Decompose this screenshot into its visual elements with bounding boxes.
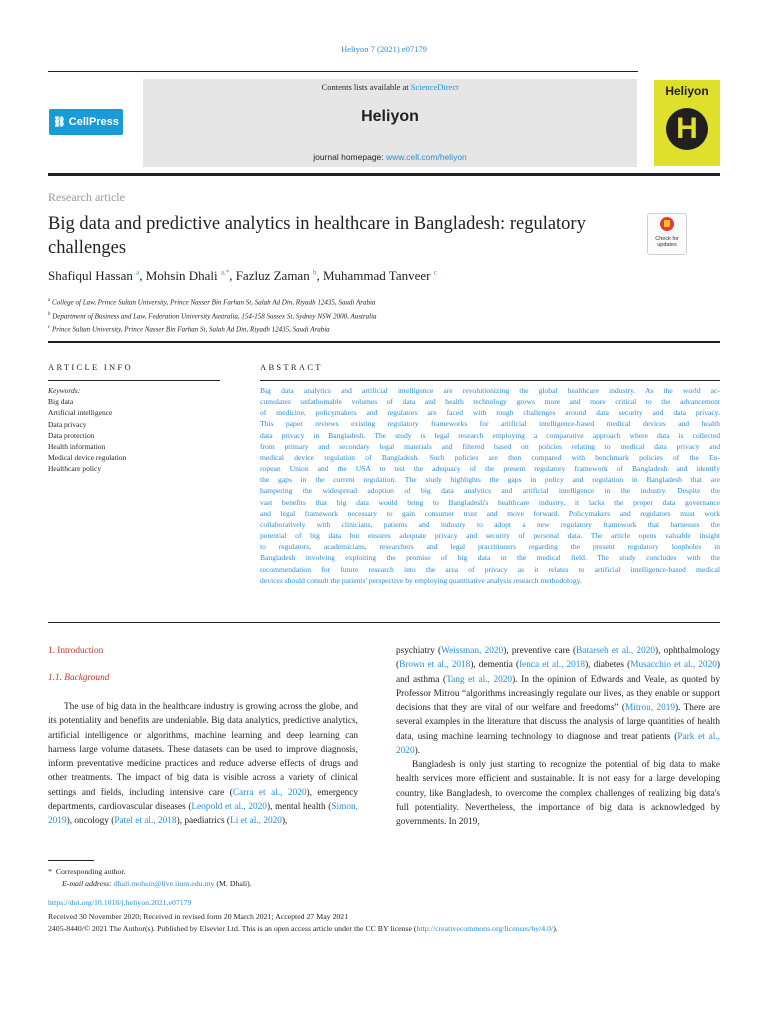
abstract-line: Bangladesh involving exploiting the promise of big data in the medical field. The study concludes with the — [260, 553, 720, 563]
affiliation-line — [48, 322, 377, 336]
sciencedirect-link[interactable]: ScienceDirect — [410, 82, 459, 92]
affiliation-line — [48, 309, 377, 323]
affiliation-mark: c — [48, 325, 51, 331]
author-affiliation-mark[interactable]: a,* — [220, 268, 230, 277]
abstract-line: and legal framework necessary to gain consumer trust and move forward. Policymakers and regulators must work — [260, 508, 720, 518]
header-thick-rule — [48, 173, 720, 176]
abstract-line: hampering the widespread adoption of big data analytics and artificial intelligence in the industry. Despite the — [260, 486, 720, 496]
abstract-rule — [260, 380, 720, 381]
cover-h-icon: H — [666, 108, 708, 150]
paragraph — [396, 644, 720, 758]
body-rule — [48, 622, 720, 623]
link-icon: ⛓ — [53, 116, 66, 128]
section-heading-introduction: 1. Introduction — [48, 646, 104, 656]
footnote-mark: * — [48, 867, 52, 876]
affiliation-mark: b — [48, 311, 51, 317]
body-text: ), emergency departments, cardiovascular diseases ( — [48, 787, 359, 812]
journal-cover[interactable] — [654, 80, 720, 166]
body-right-column — [396, 644, 720, 829]
article-type: Research article — [48, 190, 125, 204]
bookmark-icon — [660, 217, 674, 231]
affiliation-text: College of Law, Prince Sultan University, Prince Nasser Bin Farhan St, Salah Ad Din, Riyadh 12435, Saudi Arabia — [51, 298, 376, 307]
homepage-line — [143, 152, 637, 162]
email-suffix: (M. Dhali). — [214, 879, 252, 888]
citation-link[interactable]: Batarseh et al., 2020 — [576, 646, 656, 656]
abstract-line: the gaps in the current regulation. The study highlights the gaps in policy and regulation in Bangladesh that are — [260, 475, 720, 485]
author-affiliation-mark[interactable]: b — [312, 268, 317, 277]
keyword: Data protection — [48, 430, 95, 440]
article-title: Big data and predictive analytics in healthcare in Bangladesh: regulatory challenges — [48, 214, 586, 258]
author-affiliation-mark[interactable]: a — [136, 268, 140, 277]
abstract-line: vast benefits that big data would bring to Bangladesh's healthcare industry, it lacks the proper data governance — [260, 497, 720, 507]
body-text: ). There are several examples in the literature that discuss the analysis of large quantities of health data, using machine learning technology to diagnose and treat patients ( — [396, 703, 720, 742]
author-separator: , — [139, 268, 146, 283]
abstract-line: of medicine, policymakers and regulators are faced with tough challenges around data security and data privacy. — [260, 408, 720, 418]
body-text: The use of big data in the healthcare industry is growing across the globe, and its potentiality and benefits are undeniable. Big data analytics, predictive analytics, artificial intelligence or algorithms, machine learning and deep learning can harness large volume datasets. These datasets can be used to improve diagnosis, inform preventative medicine practices and reduce adverse effects of drugs and other treatments. The impact of big data is visible across a variety of clinical settings and fields, including intensive care ( — [48, 702, 358, 798]
citation-link[interactable]: Ienca et al., 2018 — [519, 660, 586, 671]
license-suffix: ). — [553, 924, 558, 933]
author-name[interactable]: Fazluz Zaman — [235, 268, 310, 283]
abstract-line: recommendation for future research into the area of privacy as it relates to artificial intelligence-based medical — [260, 564, 720, 574]
footnote-rule — [48, 860, 94, 861]
affiliation-mark: a — [48, 298, 51, 303]
citation-link[interactable]: Li et al., 2020 — [230, 816, 282, 826]
paragraph — [396, 758, 720, 829]
email-note — [62, 878, 252, 890]
abstract-text — [260, 385, 720, 586]
body-text: ), diabetes ( — [585, 660, 631, 671]
affiliation-text: Department of Business and Law, Federation University Australia, 154-158 Sussex St, Sydney NSW 2000, Australia — [52, 311, 377, 320]
check-updates-label: Check for updates — [655, 236, 679, 248]
abstract-line: This paper reviews existing regulatory frameworks for artificial intelligence-based medical devices and health — [260, 419, 720, 429]
email-label: E-mail address: — [62, 879, 112, 888]
homepage-prefix: journal homepage: — [313, 152, 386, 162]
body-text: psychiatry ( — [396, 646, 442, 656]
body-text: ), oncology ( — [66, 816, 115, 826]
check-for-updates-button[interactable] — [647, 213, 687, 255]
author-name[interactable]: Shafiqul Hassan — [48, 268, 133, 283]
abstract-line: devices should consult the patients' perspective by employing quantitative analysis research methodology. — [260, 575, 582, 585]
body-text: ), ophthalmology ( — [396, 646, 720, 671]
subsection-heading-background: 1.1. Background — [48, 673, 110, 683]
received-dates: Received 30 November 2020; Received in revised form 20 March 2021; Accepted 27 May 2021 — [48, 912, 349, 921]
keyword: Health information — [48, 442, 106, 452]
author-affiliation-mark[interactable]: c — [433, 268, 437, 277]
section-rule — [48, 341, 720, 343]
author-separator: , — [229, 268, 236, 283]
citation-link[interactable]: Mitrou, 2019 — [624, 703, 676, 713]
author-separator: , — [316, 268, 323, 283]
contents-prefix: Contents lists available at — [321, 82, 411, 92]
cellpress-logo[interactable] — [49, 109, 123, 135]
abstract-line: ropean Union and the USA to test the adequacy of the present regulatory framework of Bangladesh and identify — [260, 464, 720, 474]
citation-link[interactable]: Brown et al., 2018 — [399, 660, 471, 671]
affiliation-line — [48, 295, 377, 309]
keyword: Data privacy — [48, 419, 87, 429]
body-text: ). In the opinion of Edwards and Veale, as quoted by Professor Mitrou “algorithms increasingly regulate our lives, as they enable or support decisions that they are vital of our welfare and freedoms” ( — [396, 674, 720, 713]
keyword: Artificial intelligence — [48, 408, 113, 418]
author-name[interactable]: Mohsin Dhali — [145, 268, 218, 283]
body-text: Bangladesh is only just starting to recognize the potential of big data to make health services more efficient and sustainable. It is not easy for a large developing country, like Bangladesh, to overcome the complex challenges of realizing big data's full potentiality. Nevertheless, the importance of big data is acknowledged by governments. In 2019, — [396, 760, 720, 827]
body-text: ) and asthma ( — [396, 660, 720, 685]
email-link[interactable]: dhali.mohsin@live.iium.edu.my — [113, 879, 215, 888]
body-left-column — [48, 700, 358, 828]
body-text: ), preventive care ( — [503, 646, 577, 656]
corresponding-note — [48, 866, 126, 878]
homepage-link[interactable]: www.cell.com/heliyon — [386, 152, 467, 162]
journal-name: Heliyon — [361, 108, 419, 125]
abstract-line: potential of big data but ensures adequate privacy and security of personal data. The article opens valuable insight — [260, 531, 720, 541]
header-rule — [48, 71, 638, 72]
keyword: Big data — [48, 397, 74, 407]
citation-link[interactable]: Tang et al., 2020 — [446, 674, 513, 685]
citation-link[interactable]: Musacchio et al., 2020 — [630, 660, 717, 671]
abstract-line: medical device regulation of Bangladesh. Such policies are then compared with benchmark policies of the Eu- — [260, 452, 720, 462]
contents-line — [143, 82, 637, 92]
abstract-line: cumulates unfathomable volumes of data and health technology grows more and more critical to the advancement — [260, 397, 720, 407]
abstract-line: collaboratively with clinicians, patients and industry to adopt a new regulatory framework that harnesses the — [260, 519, 720, 529]
body-text: ), paediatrics ( — [176, 816, 231, 826]
affiliation-text: Prince Sultan University, Prince Nasser Bin Farhan St, Salah Ad Din, Riyadh 12435, Saudi Arabia — [51, 325, 330, 334]
corresponding-text: Corresponding author. — [55, 867, 126, 876]
publisher-name: CellPress — [68, 116, 119, 128]
author-list — [48, 268, 437, 284]
citation-link[interactable]: Weissman, 2020 — [441, 646, 504, 656]
citation-link[interactable]: Carra et al., 2020 — [232, 787, 307, 798]
keyword: Medical device regulation — [48, 453, 127, 463]
affiliations — [48, 295, 377, 336]
license-prefix: 2405-8440/© 2021 The Author(s). Published by Elsevier Ltd. This is an open access article under the CC BY license ( — [48, 924, 417, 933]
license-line — [48, 924, 728, 933]
license-link[interactable]: http://creativecommons.org/licenses/by/4.0/ — [416, 924, 554, 933]
keyword: Healthcare policy — [48, 464, 102, 474]
journal-citation[interactable]: Heliyon 7 (2021) e07179 — [341, 44, 427, 54]
author-name[interactable]: Muhammad Tanveer — [322, 268, 431, 283]
citation-link[interactable]: Patel et al., 2018 — [114, 816, 177, 826]
citation-link[interactable]: Simon, 2019 — [48, 801, 358, 826]
body-text: ). — [414, 745, 421, 756]
cover-title: Heliyon — [665, 84, 709, 98]
body-text: ), — [281, 816, 288, 826]
abstract-line: from primary and secondary legal materials and filtered based on policies relating to medical data privacy and — [260, 441, 720, 451]
keywords-list — [48, 385, 126, 475]
body-text: ), mental health ( — [266, 801, 332, 812]
abstract-line: Big data analytics and artificial intelligence are revolutionizing the global healthcare industry. As the world ac- — [260, 386, 720, 395]
abstract-heading: ABSTRACT — [260, 362, 323, 372]
citation-link[interactable]: Leopold et al., 2020 — [191, 801, 267, 812]
body-text: ), dementia ( — [470, 660, 520, 671]
article-info-rule — [48, 380, 220, 381]
article-info-heading: ARTICLE INFO — [48, 362, 133, 372]
abstract-line: to regulators, academicians, researchers and legal practitioners regarding the present regulatory loopholes in — [260, 542, 720, 552]
doi-link[interactable]: https://doi.org/10.1016/j.heliyon.2021.e07179 — [48, 898, 192, 907]
citation-link[interactable]: Park et al., 2020 — [396, 731, 720, 756]
keywords-label: Keywords: — [48, 386, 81, 395]
abstract-line: data privacy in Bangladesh. The study is legal research employing a comparative approach where data is collected — [260, 430, 720, 440]
